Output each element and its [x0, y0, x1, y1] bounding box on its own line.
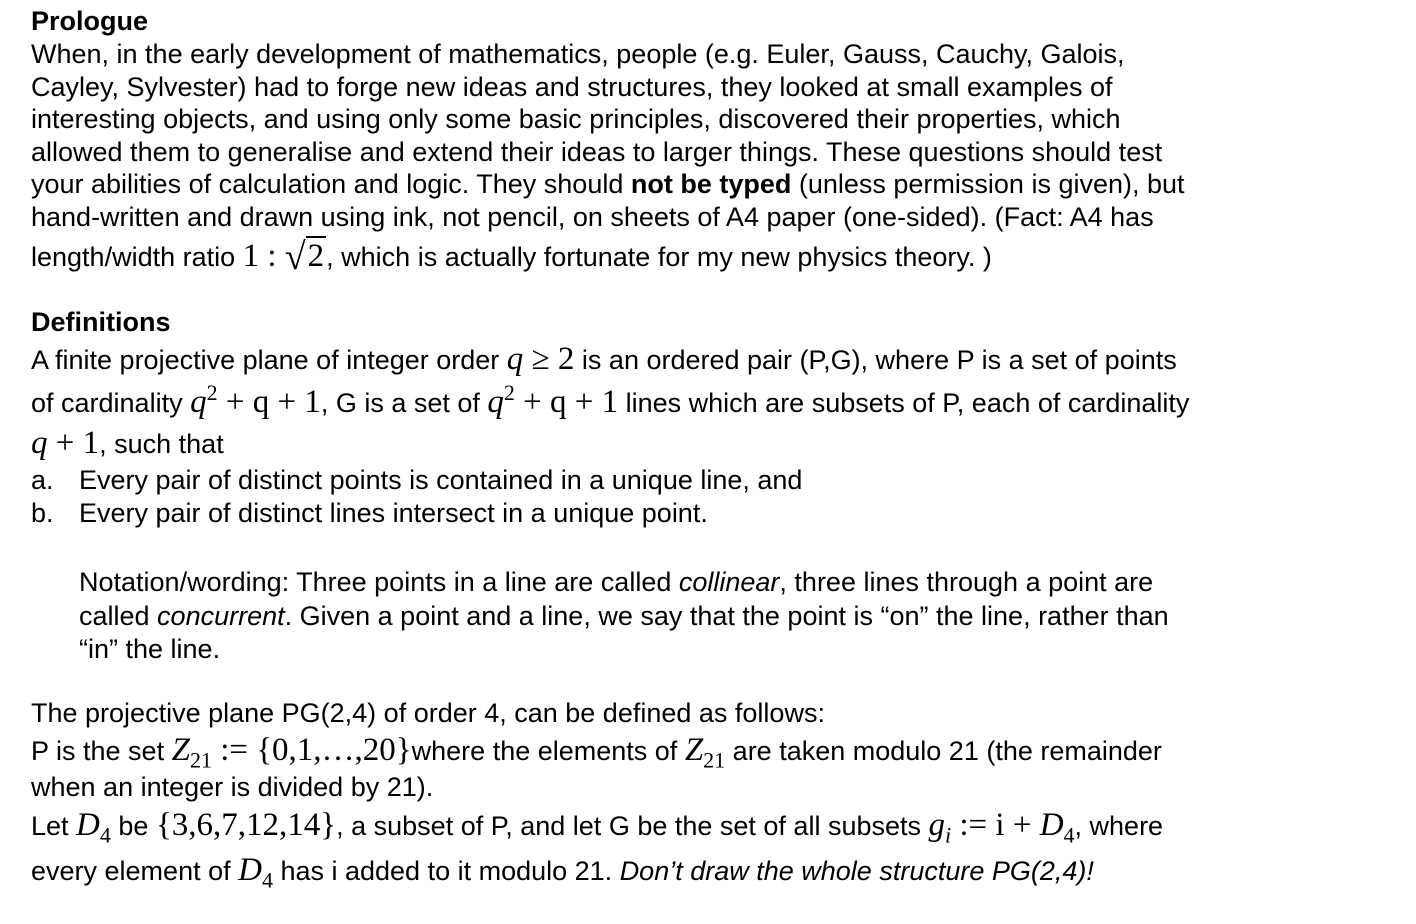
- definition-line-2-middle: , G is a set of: [320, 388, 488, 418]
- prologue-line-2: Cayley, Sylvester) had to forge new ideas and structures, they looked at small examples of: [31, 71, 1113, 102]
- notation-line-1-start: Notation/wording: Three points in a line are called: [79, 567, 679, 597]
- prologue-line-5-start: your abilities of calculation and logic. They should: [31, 169, 631, 199]
- var-q: q: [487, 384, 504, 420]
- definition-line-2: [31, 382, 1401, 423]
- formula-tail: + q + 1: [514, 384, 619, 420]
- line-size-formula: [31, 425, 99, 461]
- term-concurrent: concurrent: [157, 601, 285, 631]
- notation-line-2-start: called: [79, 601, 158, 631]
- prologue-line-6: hand-written and drawn using ink, not pencil, on sheets of A4 paper (one-sided). (Fact: A4 has: [31, 201, 1154, 232]
- prologue-line-7-start: length/width ratio: [31, 242, 243, 272]
- order-relation: ≥ 2: [523, 341, 575, 377]
- notation-line-1-end: , three lines through a point are: [779, 567, 1154, 597]
- gi-formula: [928, 807, 1075, 848]
- d4-set: {3,6,7,12,14}: [155, 807, 337, 843]
- sqrt-two: [285, 233, 326, 278]
- axiom-b: [31, 497, 1401, 529]
- prologue-line-5-end: (unless permission is given), but: [791, 169, 1185, 199]
- definition-line-3-end: , such that: [99, 429, 224, 459]
- definition-line-1-end: is an ordered pair (P,G), where P is a set of points: [574, 345, 1177, 375]
- pg24-line-5: [31, 849, 1401, 892]
- order-formula: [507, 341, 575, 377]
- var-z: Z: [684, 732, 704, 768]
- notation-line-1: [79, 565, 1401, 599]
- radical-sign: √: [284, 236, 306, 278]
- prologue-heading: Prologue: [31, 6, 149, 36]
- definition-line-2-start: of cardinality: [31, 388, 191, 418]
- pg24-line-2-start: P is the set: [31, 736, 172, 766]
- not-typed-emphasis: not be typed: [630, 169, 792, 199]
- subscript-i: i: [945, 822, 952, 848]
- exponent-2: 2: [503, 380, 515, 405]
- definitions-heading: Definitions: [31, 307, 171, 337]
- pg24-line-5-start: every element of: [31, 856, 239, 886]
- prologue-line-1: When, in the early development of mathematics, people (e.g. Euler, Gauss, Cauchy, Galois,: [31, 39, 1125, 69]
- subscript-4: 4: [1063, 822, 1075, 848]
- var-d: D: [238, 852, 262, 888]
- var-z: Z: [171, 732, 190, 768]
- z21-ref: [684, 732, 726, 773]
- formula-tail: + q + 1: [217, 384, 321, 420]
- points-count-formula: [190, 380, 321, 420]
- pg24-line-3: when an integer is divided by 21).: [31, 772, 434, 802]
- axiom-a-marker: a.: [31, 465, 54, 495]
- pg24-line-4-start: Let: [31, 811, 77, 841]
- gi-definition: := i +: [951, 807, 1040, 843]
- prologue-paragraph: [31, 38, 1401, 279]
- definitions-paragraph: [31, 337, 1401, 665]
- axiom-b-marker: b.: [31, 498, 54, 528]
- z21-set: := {0,1,…,20}: [211, 732, 412, 768]
- definition-line-3: [31, 423, 1401, 464]
- pg24-line-2-end: are taken modulo 21 (the remainder: [725, 736, 1162, 766]
- var-g: g: [928, 807, 945, 843]
- pg24-line-1: The projective plane PG(2,4) of order 4, can be defined as follows:: [31, 698, 825, 728]
- z21-formula: [171, 732, 412, 773]
- axiom-a-text: Every pair of distinct points is contained in a unique line, and: [79, 465, 803, 495]
- notation-line-2: [79, 599, 1401, 633]
- definition-line-2-end: lines which are subsets of P, each of cardinality: [618, 388, 1190, 418]
- pg24-line-2-middle: where the elements of: [411, 736, 685, 766]
- prologue-line-4: allowed them to generalise and extend their ideas to larger things. These questions should test: [31, 136, 1163, 167]
- exponent-2: 2: [206, 380, 218, 405]
- var-q: q: [190, 384, 207, 420]
- term-collinear: collinear: [678, 567, 780, 597]
- pg24-line-4-be: be: [110, 811, 156, 841]
- definition-line-1-start: A finite projective plane of integer order: [31, 345, 507, 375]
- pg24-paragraph: [31, 697, 1401, 892]
- ratio-formula: [242, 236, 327, 278]
- prologue-line-3: interesting objects, and using only some basic principles, discovered their properties, which: [31, 104, 1121, 134]
- var-q: q: [506, 341, 524, 377]
- ratio-one: 1 :: [242, 238, 277, 274]
- lines-count-formula: [487, 380, 619, 420]
- axiom-a: [31, 464, 1401, 497]
- subscript-4: 4: [261, 867, 273, 893]
- d4-symbol: [76, 807, 111, 848]
- document-page: [31, 4, 1401, 892]
- radicand: 2: [307, 238, 325, 274]
- plus-one: + 1: [47, 425, 100, 461]
- prologue-line-5: [31, 168, 1401, 201]
- var-d: D: [76, 807, 100, 843]
- axiom-b-text: Every pair of distinct lines intersect in a unique point.: [79, 498, 708, 528]
- var-q: q: [31, 425, 48, 461]
- definition-line-1: [31, 337, 1401, 382]
- pg24-line-4-end: , where: [1074, 811, 1164, 841]
- notation-paragraph: [31, 565, 1401, 665]
- notation-line-2-end: . Given a point and a line, we say that the point is “on” the line, rather than: [284, 601, 1169, 631]
- subscript-21: 21: [703, 747, 726, 773]
- warning-note: Don’t draw the whole structure PG(2,4)!: [619, 856, 1094, 886]
- pg24-line-5-middle: has i added to it modulo 21.: [272, 856, 620, 886]
- notation-line-3: “in” the line.: [79, 634, 221, 664]
- d4-ref: [238, 852, 273, 893]
- subscript-21: 21: [189, 747, 212, 773]
- pg24-line-4-middle: , a subset of P, and let G be the set of all subsets: [336, 811, 929, 841]
- subscript-4: 4: [99, 822, 111, 848]
- prologue-line-7: [31, 233, 1401, 279]
- prologue-line-7-end: , which is actually fortunate for my new physics theory. ): [326, 242, 992, 272]
- var-d: D: [1039, 807, 1064, 843]
- pg24-line-2: [31, 729, 1401, 772]
- pg24-line-4: [31, 802, 1401, 849]
